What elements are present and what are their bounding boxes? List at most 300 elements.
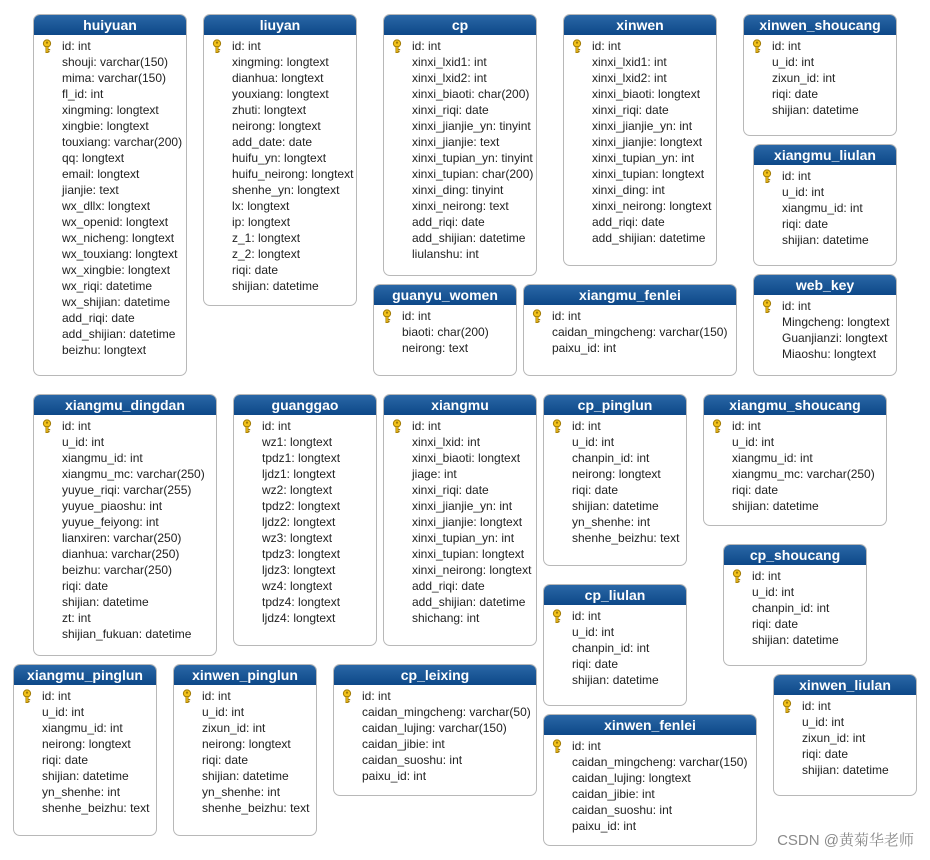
- field-label: u_id: int: [62, 435, 105, 449]
- table-cp[interactable]: [383, 14, 537, 276]
- field-list: [524, 305, 736, 360]
- table-xiangmu-fenlei[interactable]: [523, 284, 737, 376]
- key-icon: [380, 309, 394, 323]
- primary-key-field: [40, 38, 186, 54]
- field-label: paixu_id: int: [362, 769, 427, 783]
- field-row: [40, 310, 186, 326]
- field-label: xinxi_jianjie_yn: int: [412, 499, 513, 513]
- field-row: [550, 754, 756, 770]
- field-row: [210, 214, 356, 230]
- field-label: xiangmu_mc: varchar(250): [732, 467, 875, 481]
- field-label: wx_xingbie: longtext: [62, 263, 171, 277]
- field-label: caidan_suoshu: int: [362, 753, 463, 767]
- field-row: [750, 86, 896, 102]
- table-title: xiangmu: [384, 395, 536, 415]
- field-row: [40, 482, 216, 498]
- field-row: [240, 562, 376, 578]
- field-label: u_id: int: [732, 435, 775, 449]
- field-row: [380, 324, 516, 340]
- field-label: xinxi_lxid: int: [412, 435, 481, 449]
- field-label: xinxi_tupian: longtext: [592, 167, 705, 181]
- field-row: [240, 594, 376, 610]
- field-list: [174, 685, 316, 820]
- table-title: xinwen_fenlei: [544, 715, 756, 735]
- field-label: shichang: int: [412, 611, 480, 625]
- key-icon: [530, 309, 544, 323]
- field-label: youxiang: longtext: [232, 87, 329, 101]
- field-label: shijian: datetime: [782, 233, 869, 247]
- field-label: paixu_id: int: [572, 819, 637, 833]
- field-label: xinxi_lxid2: int: [412, 71, 487, 85]
- primary-key-field: [760, 168, 896, 184]
- field-list: [544, 605, 686, 692]
- field-row: [390, 434, 536, 450]
- field-row: [40, 54, 186, 70]
- field-label: paixu_id: int: [552, 341, 617, 355]
- field-row: [180, 800, 316, 816]
- field-row: [570, 214, 716, 230]
- field-row: [40, 514, 216, 530]
- field-row: [40, 86, 186, 102]
- field-label: xinxi_jianjie: text: [412, 135, 500, 149]
- table-title: cp_liulan: [544, 585, 686, 605]
- field-label: riqi: date: [572, 483, 619, 497]
- field-row: [730, 584, 866, 600]
- field-label: xinxi_jianjie: longtext: [592, 135, 703, 149]
- field-row: [780, 762, 916, 778]
- field-label: id: int: [202, 689, 231, 703]
- field-row: [390, 450, 536, 466]
- field-row: [390, 530, 536, 546]
- field-row: [40, 434, 216, 450]
- field-label: shijian: datetime: [62, 595, 149, 609]
- field-label: xiangmu_mc: varchar(250): [62, 467, 205, 481]
- field-label: xingbie: longtext: [62, 119, 149, 133]
- field-row: [570, 150, 716, 166]
- field-label: id: int: [552, 309, 581, 323]
- field-row: [40, 102, 186, 118]
- field-list: [14, 685, 156, 820]
- table-title: cp: [384, 15, 536, 35]
- field-row: [40, 70, 186, 86]
- field-row: [570, 230, 716, 246]
- field-label: xinxi_jianjie_yn: tinyint: [412, 119, 531, 133]
- table-title: xiangmu_dingdan: [34, 395, 216, 415]
- field-label: id: int: [572, 609, 601, 623]
- field-row: [210, 70, 356, 86]
- field-label: xinxi_riqi: date: [592, 103, 669, 117]
- table-title: web_key: [754, 275, 896, 295]
- field-label: yuyue_feiyong: int: [62, 515, 159, 529]
- field-label: id: int: [262, 419, 291, 433]
- key-icon: [550, 419, 564, 433]
- field-row: [730, 616, 866, 632]
- field-row: [40, 546, 216, 562]
- key-icon: [780, 699, 794, 713]
- field-label: wx_nicheng: longtext: [62, 231, 175, 245]
- field-row: [390, 610, 536, 626]
- field-label: shijian_fukuan: datetime: [62, 627, 192, 641]
- field-row: [550, 786, 756, 802]
- field-row: [730, 632, 866, 648]
- field-label: xinxi_riqi: date: [412, 483, 489, 497]
- field-label: yuyue_piaoshu: int: [62, 499, 163, 513]
- primary-key-field: [210, 38, 356, 54]
- field-label: shijian: datetime: [572, 499, 659, 513]
- field-label: caidan_mingcheng: varchar(150): [552, 325, 728, 339]
- field-row: [210, 54, 356, 70]
- field-row: [40, 230, 186, 246]
- field-row: [210, 198, 356, 214]
- field-row: [40, 594, 216, 610]
- key-icon: [40, 419, 54, 433]
- primary-key-field: [380, 308, 516, 324]
- field-row: [240, 530, 376, 546]
- field-label: xinxi_ding: int: [592, 183, 665, 197]
- field-label: z_2: longtext: [232, 247, 301, 261]
- field-list: [724, 565, 866, 652]
- field-label: lianxiren: varchar(250): [62, 531, 182, 545]
- key-icon: [40, 39, 54, 53]
- primary-key-field: [390, 38, 536, 54]
- table-xinwen[interactable]: [563, 14, 717, 266]
- field-row: [40, 466, 216, 482]
- field-label: wx_touxiang: longtext: [62, 247, 178, 261]
- field-list: [384, 415, 536, 630]
- field-row: [780, 746, 916, 762]
- field-row: [760, 200, 896, 216]
- field-row: [180, 736, 316, 752]
- field-label: yuyue_riqi: varchar(255): [62, 483, 192, 497]
- field-row: [40, 578, 216, 594]
- field-row: [390, 514, 536, 530]
- field-label: shenhe_beizhu: text: [202, 801, 310, 815]
- field-row: [550, 482, 686, 498]
- key-icon: [340, 689, 354, 703]
- table-xiangmu-dingdan[interactable]: [33, 394, 217, 656]
- field-label: ljdz4: longtext: [262, 611, 336, 625]
- table-title: xinwen: [564, 15, 716, 35]
- field-label: shijian: datetime: [572, 673, 659, 687]
- field-row: [340, 768, 536, 784]
- field-list: [544, 735, 756, 838]
- field-row: [390, 562, 536, 578]
- field-row: [40, 278, 186, 294]
- field-row: [530, 340, 736, 356]
- field-row: [570, 198, 716, 214]
- field-list: [564, 35, 716, 250]
- field-row: [40, 198, 186, 214]
- key-icon: [180, 689, 194, 703]
- field-label: beizhu: longtext: [62, 343, 147, 357]
- table-huiyuan[interactable]: [33, 14, 187, 376]
- key-icon: [570, 39, 584, 53]
- field-label: wz4: longtext: [262, 579, 333, 593]
- field-row: [20, 768, 156, 784]
- table-cp-liulan[interactable]: [543, 584, 687, 706]
- primary-key-field: [550, 418, 686, 434]
- field-list: [384, 35, 536, 266]
- field-label: Miaoshu: longtext: [782, 347, 877, 361]
- field-label: add_date: date: [232, 135, 313, 149]
- field-label: touxiang: varchar(200): [62, 135, 183, 149]
- field-row: [180, 720, 316, 736]
- field-row: [760, 346, 896, 362]
- field-label: fl_id: int: [62, 87, 104, 101]
- field-label: wz2: longtext: [262, 483, 333, 497]
- field-label: dianhua: varchar(250): [62, 547, 180, 561]
- field-row: [760, 314, 896, 330]
- field-row: [240, 498, 376, 514]
- field-label: id: int: [62, 419, 91, 433]
- table-xinwen-liulan[interactable]: [773, 674, 917, 796]
- field-label: u_id: int: [802, 715, 845, 729]
- table-title: xiangmu_shoucang: [704, 395, 886, 415]
- field-row: [240, 482, 376, 498]
- table-xiangmu-pinglun[interactable]: [13, 664, 157, 836]
- field-row: [40, 182, 186, 198]
- table-xinwen-fenlei[interactable]: [543, 714, 757, 846]
- field-label: id: int: [62, 39, 91, 53]
- field-row: [760, 184, 896, 200]
- field-label: xinxi_jianjie: longtext: [412, 515, 523, 529]
- field-row: [750, 102, 896, 118]
- table-title: xiangmu_liulan: [754, 145, 896, 165]
- field-row: [40, 450, 216, 466]
- field-label: dianhua: longtext: [232, 71, 324, 85]
- key-icon: [710, 419, 724, 433]
- field-row: [550, 498, 686, 514]
- field-label: add_riqi: date: [62, 311, 135, 325]
- field-row: [760, 330, 896, 346]
- field-row: [570, 102, 716, 118]
- field-label: add_riqi: date: [412, 579, 485, 593]
- field-label: mima: varchar(150): [62, 71, 167, 85]
- field-label: yn_shenhe: int: [42, 785, 121, 799]
- field-label: xinxi_tupian: char(200): [412, 167, 534, 181]
- field-label: riqi: date: [752, 617, 799, 631]
- table-cp-leixing[interactable]: [333, 664, 537, 796]
- field-row: [390, 246, 536, 262]
- field-row: [550, 770, 756, 786]
- field-row: [550, 672, 686, 688]
- field-label: u_id: int: [772, 55, 815, 69]
- field-row: [240, 514, 376, 530]
- field-label: id: int: [362, 689, 391, 703]
- table-xinwen-shoucang[interactable]: [743, 14, 897, 136]
- field-label: xiangmu_id: int: [42, 721, 123, 735]
- field-list: [754, 295, 896, 366]
- field-row: [180, 704, 316, 720]
- table-xiangmu-shoucang[interactable]: [703, 394, 887, 526]
- field-row: [710, 450, 886, 466]
- field-label: wx_openid: longtext: [62, 215, 169, 229]
- field-row: [210, 182, 356, 198]
- field-row: [550, 466, 686, 482]
- field-label: caidan_mingcheng: varchar(50): [362, 705, 531, 719]
- field-row: [20, 800, 156, 816]
- field-label: xinxi_tupian: longtext: [412, 547, 525, 561]
- primary-key-field: [710, 418, 886, 434]
- field-label: xingming: longtext: [232, 55, 329, 69]
- table-title: xinwen_shoucang: [744, 15, 896, 35]
- field-label: shouji: varchar(150): [62, 55, 169, 69]
- field-label: u_id: int: [42, 705, 85, 719]
- key-icon: [210, 39, 224, 53]
- table-xinwen-pinglun[interactable]: [173, 664, 317, 836]
- table-xiangmu[interactable]: [383, 394, 537, 646]
- field-row: [340, 704, 536, 720]
- field-label: id: int: [572, 739, 601, 753]
- field-row: [180, 768, 316, 784]
- field-label: biaoti: char(200): [402, 325, 489, 339]
- field-label: Guanjianzi: longtext: [782, 331, 888, 345]
- field-label: chanpin_id: int: [572, 451, 650, 465]
- table-title: liuyan: [204, 15, 356, 35]
- field-row: [240, 546, 376, 562]
- field-label: shijian: datetime: [752, 633, 839, 647]
- primary-key-field: [530, 308, 736, 324]
- field-row: [40, 530, 216, 546]
- field-row: [390, 198, 536, 214]
- key-icon: [240, 419, 254, 433]
- field-row: [550, 818, 756, 834]
- field-label: id: int: [232, 39, 261, 53]
- field-label: u_id: int: [202, 705, 245, 719]
- field-label: id: int: [592, 39, 621, 53]
- field-label: id: int: [782, 169, 811, 183]
- field-label: u_id: int: [782, 185, 825, 199]
- field-list: [34, 415, 216, 646]
- field-row: [780, 714, 916, 730]
- field-row: [760, 216, 896, 232]
- field-row: [40, 294, 186, 310]
- field-row: [550, 530, 686, 546]
- field-row: [180, 752, 316, 768]
- field-label: riqi: date: [202, 753, 249, 767]
- field-label: shenhe_beizhu: text: [42, 801, 150, 815]
- field-row: [390, 466, 536, 482]
- field-row: [390, 70, 536, 86]
- field-row: [340, 752, 536, 768]
- field-row: [390, 86, 536, 102]
- field-label: zt: int: [62, 611, 91, 625]
- field-list: [744, 35, 896, 122]
- field-label: riqi: date: [232, 263, 279, 277]
- field-label: tpdz1: longtext: [262, 451, 341, 465]
- field-label: Mingcheng: longtext: [782, 315, 890, 329]
- field-row: [40, 262, 186, 278]
- field-label: xingming: longtext: [62, 103, 159, 117]
- primary-key-field: [780, 698, 916, 714]
- field-row: [550, 640, 686, 656]
- field-list: [204, 35, 356, 298]
- field-label: id: int: [412, 39, 441, 53]
- field-label: xinxi_tupian_yn: int: [412, 531, 515, 545]
- field-row: [340, 720, 536, 736]
- field-label: caidan_mingcheng: varchar(150): [572, 755, 748, 769]
- table-web-key[interactable]: [753, 274, 897, 376]
- field-row: [210, 246, 356, 262]
- field-row: [550, 434, 686, 450]
- field-label: add_riqi: date: [412, 215, 485, 229]
- field-row: [550, 514, 686, 530]
- field-row: [210, 262, 356, 278]
- table-title: guanggao: [234, 395, 376, 415]
- field-label: wz3: longtext: [262, 531, 333, 545]
- field-label: id: int: [782, 299, 811, 313]
- field-label: riqi: date: [732, 483, 779, 497]
- key-icon: [760, 169, 774, 183]
- field-row: [390, 578, 536, 594]
- field-list: [544, 415, 686, 550]
- field-label: caidan_jibie: int: [362, 737, 445, 751]
- table-liuyan[interactable]: [203, 14, 357, 306]
- field-label: u_id: int: [572, 625, 615, 639]
- field-label: neirong: text: [402, 341, 469, 355]
- field-row: [240, 466, 376, 482]
- field-row: [240, 450, 376, 466]
- field-row: [390, 134, 536, 150]
- field-label: beizhu: varchar(250): [62, 563, 173, 577]
- field-row: [40, 562, 216, 578]
- field-label: ljdz1: longtext: [262, 467, 336, 481]
- field-label: wx_dllx: longtext: [62, 199, 151, 213]
- field-row: [40, 150, 186, 166]
- key-icon: [20, 689, 34, 703]
- field-label: shijian: datetime: [42, 769, 129, 783]
- table-guanyu-women[interactable]: [373, 284, 517, 376]
- field-label: id: int: [752, 569, 781, 583]
- field-row: [340, 736, 536, 752]
- field-row: [390, 594, 536, 610]
- field-label: ljdz2: longtext: [262, 515, 336, 529]
- field-row: [550, 802, 756, 818]
- field-label: shijian: datetime: [732, 499, 819, 513]
- field-row: [40, 498, 216, 514]
- field-label: xinxi_biaoti: longtext: [412, 451, 521, 465]
- field-row: [240, 434, 376, 450]
- field-label: z_1: longtext: [232, 231, 301, 245]
- table-guanggao[interactable]: [233, 394, 377, 646]
- key-icon: [550, 609, 564, 623]
- field-row: [570, 70, 716, 86]
- field-label: add_riqi: date: [592, 215, 665, 229]
- field-label: wx_shijian: datetime: [62, 295, 171, 309]
- field-row: [40, 134, 186, 150]
- field-row: [390, 118, 536, 134]
- field-row: [730, 600, 866, 616]
- field-row: [570, 54, 716, 70]
- table-cp-pinglun[interactable]: [543, 394, 687, 566]
- field-row: [570, 182, 716, 198]
- field-label: tpdz2: longtext: [262, 499, 341, 513]
- field-row: [570, 166, 716, 182]
- field-label: neirong: longtext: [202, 737, 291, 751]
- table-title: xinwen_pinglun: [174, 665, 316, 685]
- field-label: shenhe_yn: longtext: [232, 183, 340, 197]
- field-label: shijian: datetime: [772, 103, 859, 117]
- field-row: [390, 166, 536, 182]
- field-label: add_shijian: datetime: [412, 231, 526, 245]
- field-label: yn_shenhe: int: [202, 785, 281, 799]
- key-icon: [390, 419, 404, 433]
- field-label: shijian: datetime: [802, 763, 889, 777]
- field-label: huifu_yn: longtext: [232, 151, 327, 165]
- table-xiangmu-liulan[interactable]: [753, 144, 897, 266]
- table-cp-shoucang[interactable]: [723, 544, 867, 666]
- field-row: [710, 466, 886, 482]
